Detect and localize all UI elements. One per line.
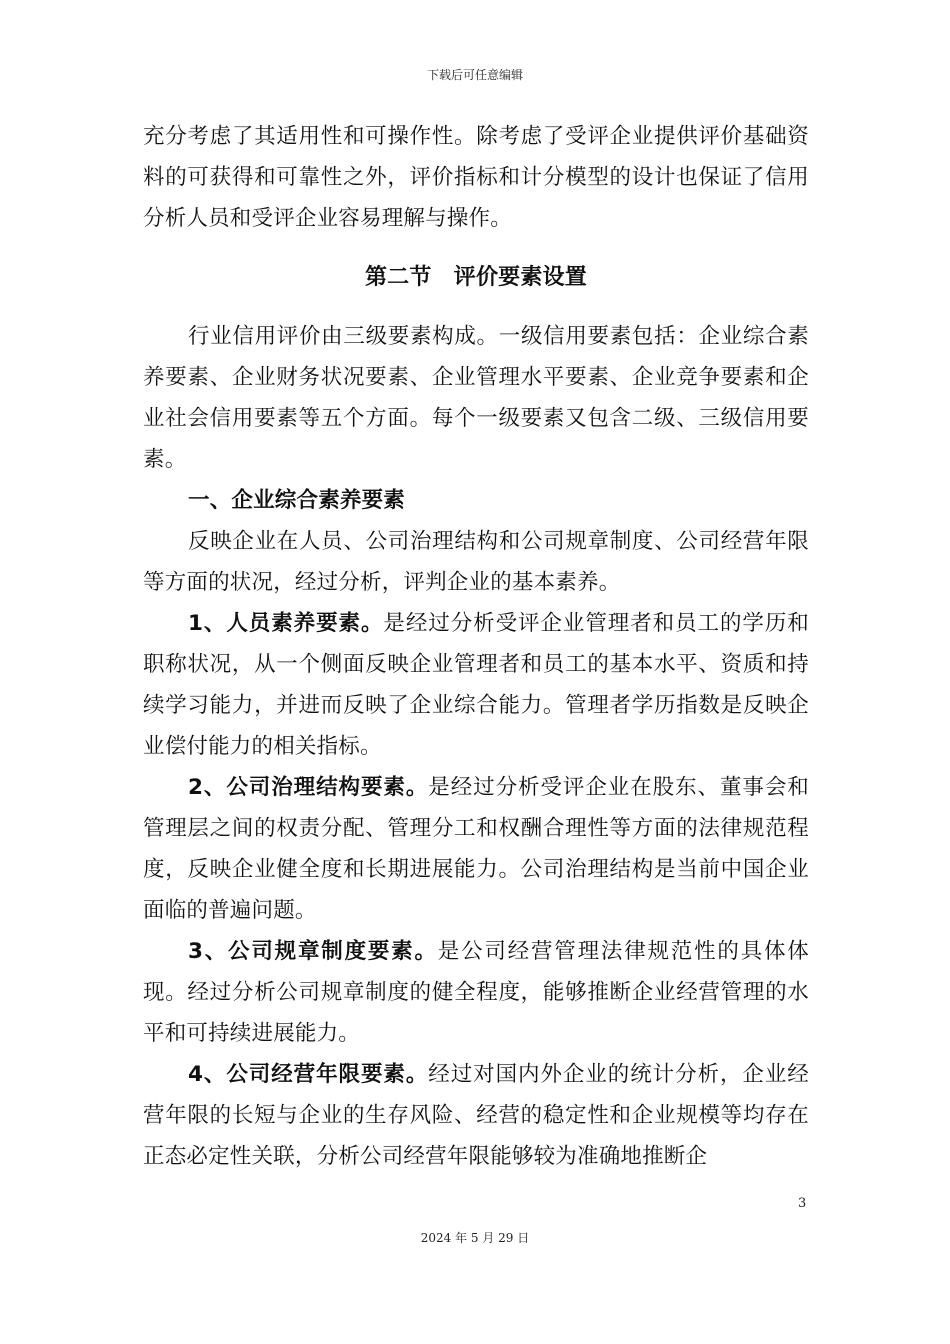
- paragraph: 反映企业在人员、公司治理结构和公司规章制度、公司经营年限等方面的状况，经过分析，评判企业的基本素养。: [143, 529, 809, 595]
- item-title: 1、人员素养要素。: [188, 611, 384, 636]
- list-item: [143, 1054, 809, 1177]
- page-footer-date: 2024 年 5 月 29 日: [420, 1231, 530, 1245]
- item-text: 是公司经营管理法律规范性的具体体现。经过分析公司规章制度的健全程度，能够推断企业经营管理的水平和可持续进展能力。: [143, 939, 809, 1046]
- item-title: 2、公司治理结构要素。: [188, 775, 429, 800]
- item-text: 是经过分析受评企业管理者和员工的学历和职称状况，从一个侧面反映企业管理者和员工的基本水平、资质和持续学习能力，并进而反映了企业综合能力。管理者学历指数是反映企业偿付能力的相关指标。: [143, 611, 809, 759]
- document-body: [143, 116, 809, 1177]
- item-text: 是经过分析受评企业在股东、董事会和管理层之间的权责分配、管理分工和权酬合理性等方面的法律规范程度，反映企业健全度和长期进展能力。公司治理结构是当前中国企业面临的普遍问题。: [143, 775, 809, 923]
- item-text: 经过对国内外企业的统计分析，企业经营年限的长短与企业的生存风险、经营的稳定性和企业规模等均存在正态必定性关联，分析公司经营年限能够较为准确地推断企: [143, 1062, 809, 1169]
- list-item: [143, 603, 809, 767]
- list-item: [143, 931, 809, 1054]
- page-header: 下载后可任意编辑: [426, 68, 523, 82]
- section-title: 第二节 评价要素设置: [364, 265, 587, 290]
- list-item: [143, 767, 809, 931]
- page-number: 3: [798, 1196, 807, 1211]
- paragraph: 充分考虑了其适用性和可操作性。除考虑了受评企业提供评价基础资料的可获得和可靠性之外，评价指标和计分模型的设计也保证了信用分析人员和受评企业容易理解与操作。: [143, 124, 809, 231]
- paragraph: 行业信用评价由三级要素构成。一级信用要素包括：企业综合素养要素、企业财务状况要素、企业管理水平要素、企业竞争要素和企业社会信用要素等五个方面。每个一级要素又包含二级、三级信用要素。: [143, 324, 809, 472]
- subsection-heading: 一、企业综合素养要素: [188, 488, 406, 513]
- item-title: 4、公司经营年限要素。: [188, 1062, 429, 1087]
- item-title: 3、公司规章制度要素。: [188, 939, 438, 964]
